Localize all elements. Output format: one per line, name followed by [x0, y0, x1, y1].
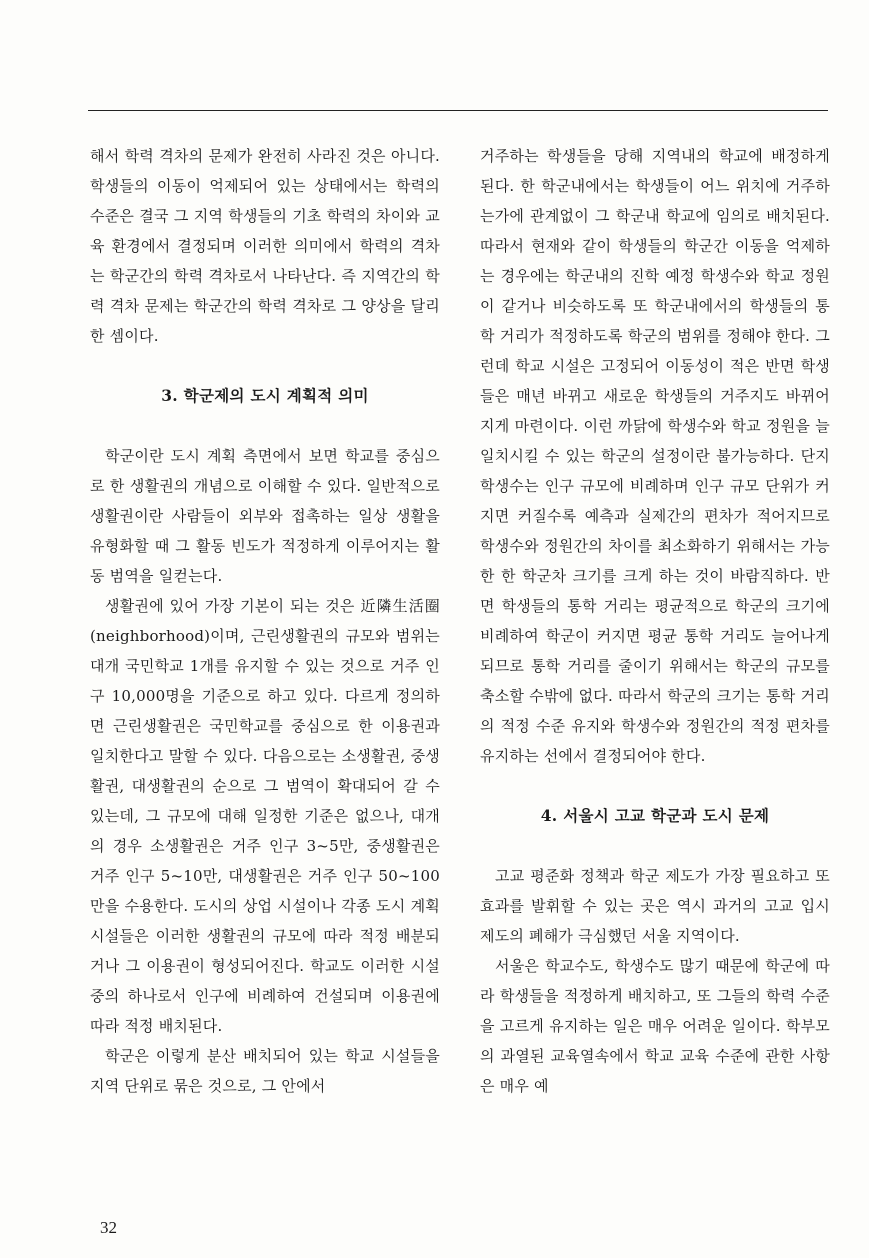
left-paragraph-4: 학군은 이렇게 분산 배치되어 있는 학교 시설들을 지역 단위로 묶은 것으로, 그 안에서 [90, 1047, 440, 1095]
left-column [90, 141, 440, 1101]
left-paragraph-2: 학군이란 도시 계획 측면에서 보면 학교를 중심으로 한 생활권의 개념으로 이해할 수 있다. 일반적으로 생활권이란 사람들이 외부와 접촉하는 일상 생활을 유형화할 때 그 활동 빈도가 적정하게 이루어지는 활동 범역을 일컫는다. [90, 447, 440, 585]
section-spacer [480, 771, 830, 801]
right-paragraph-2: 고교 평준화 정책과 학군 제도가 가장 필요하고 또 효과를 발휘할 수 있는 곳은 역시 과거의 고교 입시 제도의 폐해가 극심했던 서울 지역이다. [480, 867, 830, 945]
page-number: 32 [100, 1218, 117, 1237]
right-paragraph-3: 서울은 학교수도, 학생수도 많기 때문에 학군에 따라 학생들을 적정하게 배치하고, 또 그들의 학력 수준을 고르게 유지하는 일은 매우 어려운 일이다. 학부모의 과열된 교육열속에서 학교 교육 수준에 관한 사항은 매우 예 [480, 957, 830, 1095]
section-spacer [90, 411, 440, 441]
section-spacer [480, 831, 830, 861]
left-paragraph-3: 생활권에 있어 가장 기본이 되는 것은 近隣生活圈(neighborhood)이며, 근린생활권의 규모와 범위는 대개 국민학교 1개를 유지할 수 있는 것으로 거주 인구 10,000명을 기준으로 하고 있다. 다르게 정의하면 근린생활권은 국민학교를 중심으로 한 이용권과 일치한다고 말할 수 있다. 다음으로는 소생활권, 중생활권, 대생활권의 순으로 그 범역이 확대되어 갈 수 있는데, 그 규모에 대해 일정한 기준은 없으나, 대개의 경우 소생활권은 거주 인구 3~5만, 중생활권은 거주 인구 5~10만, 대생활권은 거주 인구 50~100만을 수용한다. 도시의 상업 시설이나 각종 도시 계획 시설들은 이러한 생활권의 규모에 따라 적정 배분되거나 그 이용권이 형성되어진다. 학교도 이러한 시설 중의 하나로서 인구에 비례하여 건설되며 이용권에 따라 적정 배치된다. [90, 597, 440, 1035]
section-heading-4: 4. 서울시 고교 학군과 도시 문제 [540, 806, 770, 825]
right-paragraph-1: 거주하는 학생들을 당해 지역내의 학교에 배정하게 된다. 한 학군내에서는 학생들이 어느 위치에 거주하는가에 관계없이 그 학군내 학교에 임의로 배치된다. 따라서 현재와 같이 학생들의 학군간 이동을 억제하는 경우에는 학군내의 진학 예정 학생수와 학교 정원이 같거나 비슷하도록 또 학군내에서의 학생들의 통학 거리가 적정하도록 학군의 범위를 정해야 한다. 그런데 학교 시설은 고정되어 이동성이 적은 반면 학생들은 매년 바뀌고 새로운 학생들의 거주지도 바뀌어지게 마련이다. 이런 까닭에 학생수와 학교 정원을 늘 일치시킬 수 있는 학군의 설정이란 불가능하다. 단지 학생수는 인구 규모에 비례하며 인구 규모 단위가 커지면 커질수록 예측과 실제간의 편차가 적어지므로 학생수와 정원간의 차이를 최소화하기 위해서는 가능한 한 학군차 크기를 크게 하는 것이 바람직하다. 반면 학생들의 통학 거리는 평균적으로 학군의 크기에 비례하여 학군이 커지면 평균 통학 거리도 늘어나게 되므로 통학 거리를 줄이기 위해서는 학군의 규모를 축소할 수밖에 없다. 따라서 학군의 크기는 통학 거리의 적정 수준 유지와 학생수와 정원간의 적정 편차를 유지하는 선에서 결정되어야 한다. [480, 147, 830, 765]
section-spacer [90, 351, 440, 381]
header-rule [88, 110, 828, 111]
section-heading-3: 3. 학군제의 도시 계획적 의미 [161, 386, 369, 405]
left-paragraph-1: 해서 학력 격차의 문제가 완전히 사라진 것은 아니다. 학생들의 이동이 억제되어 있는 상태에서는 학력의 수준은 결국 그 지역 학생들의 기초 학력의 차이와 교육 환경에서 결정되며 이러한 의미에서 학력의 격차는 학군간의 학력 격차로서 나타난다. 즉 지역간의 학력 격차 문제는 학군간의 학력 격차로 그 양상을 달리한 셈이다. [90, 147, 440, 345]
right-column [480, 141, 830, 1101]
